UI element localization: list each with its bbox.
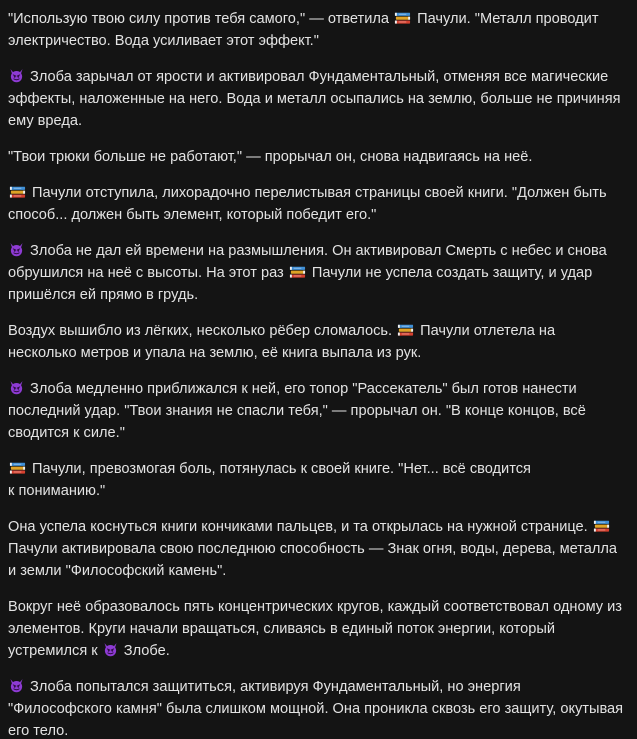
story-text: Воздух вышибло из лёгких, несколько рёбер сломалось. (8, 323, 397, 339)
story-text: "Твои трюки больше не работают," — прорычал он, снова надвигаясь на неё. (8, 149, 533, 165)
story-paragraph (8, 378, 625, 444)
story-paragraph (8, 146, 625, 168)
story-text: Злоба попытался защититься, активируя Фундаментальный, но энергия "Философского камня" была слишком мощной. Она проникла сквозь его защиту, окутывая его тело. (8, 679, 624, 739)
devil-emoji-icon (9, 68, 24, 83)
story-paragraph (8, 182, 625, 226)
books-emoji-icon (593, 519, 610, 533)
story-paragraph (8, 676, 625, 739)
devil-emoji-icon (9, 242, 24, 257)
story-text: Она успела коснуться книги кончиками пальцев, и та открылась на нужной странице. (8, 519, 592, 535)
books-emoji-icon (9, 185, 26, 199)
story-text: Злоба не дал ей времени на размышления. Он активировал Смерть с небес и снова обрушился на неё с высоты. На этот раз (8, 243, 607, 281)
books-emoji-icon (394, 11, 411, 25)
devil-emoji-icon (9, 678, 24, 693)
story-text: Пачули. "Металл проводит электричество. Вода усиливает этот эффект." (8, 11, 599, 49)
story-text: Пачули активировала свою последнюю способность — Знак огня, воды, дерева, металла и земли "Философский камень". (8, 541, 618, 579)
story-text: "Использую твою силу против тебя самого," — ответила (8, 11, 394, 27)
story-text: к пониманию." (8, 483, 106, 499)
story-paragraph (8, 516, 625, 582)
story-text: Пачули отлетела на несколько метров и упала на землю, её книга выпала из рук. (8, 323, 556, 361)
story-text: Злоба медленно приближался к ней, его топор "Рассекатель" был готов нанести последний удар. "Твои знания не спасли тебя," — прорычал он. "В конце концов, всё сводится к силе." (8, 381, 586, 441)
books-emoji-icon (9, 461, 26, 475)
devil-emoji-icon (9, 380, 24, 395)
story-paragraph (8, 8, 625, 52)
story-paragraph (8, 320, 625, 364)
story-paragraph (8, 596, 625, 662)
story-paragraph (8, 458, 625, 502)
books-emoji-icon (397, 323, 414, 337)
story-text: Злобе. (119, 643, 170, 659)
story-paragraph (8, 240, 625, 306)
story-text: Пачули не успела создать защиту, и удар пришёлся ей прямо в грудь. (8, 265, 593, 303)
story-text: Вокруг неё образовалось пять концентрических кругов, каждый соответствовал одному из элементов. Круги начали вращаться, сливаясь в единый поток энергии, который устремился к (8, 599, 622, 659)
devil-emoji-icon (103, 642, 118, 657)
story-text: Пачули отступила, лихорадочно перелистывая страницы своей книги. "Должен быть способ... должен быть элемент, который победит его." (8, 185, 607, 223)
story-text: Пачули, превозмогая боль, потянулась к своей книге. "Нет... всё сводится (28, 461, 531, 477)
story-paragraph (8, 66, 625, 132)
story-text: Злоба зарычал от ярости и активировал Фундаментальный, отменяя все магические эффекты, наложенные на него. Вода и металл осыпались на землю, больше не причиняя ему вреда. (8, 69, 621, 129)
books-emoji-icon (289, 265, 306, 279)
